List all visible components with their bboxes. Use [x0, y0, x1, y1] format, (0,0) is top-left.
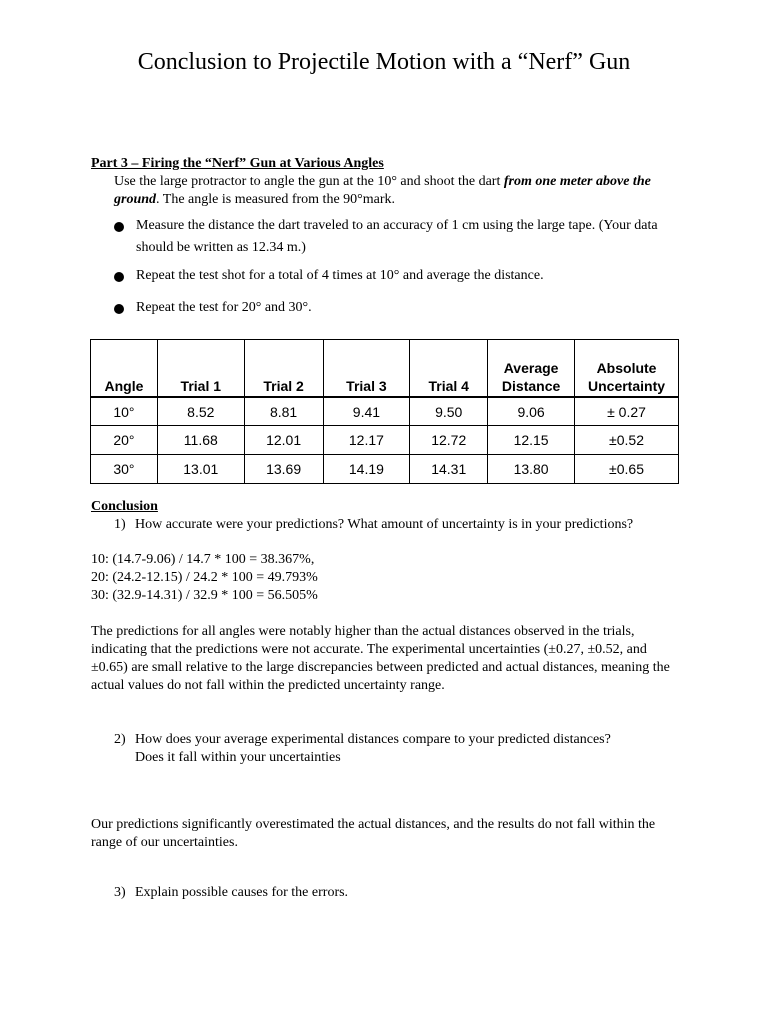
calculation-line: 30: (32.9-14.31) / 32.9 * 100 = 56.505% [91, 588, 318, 603]
question-2 [114, 731, 680, 767]
header-absolute-uncertainty: Absolute Uncertainty [575, 340, 679, 398]
results-table [90, 339, 679, 484]
header-trial-3: Trial 3 [323, 340, 410, 398]
cell-uncertainty: ±0.52 [575, 426, 679, 455]
question-number: 3) [114, 885, 126, 900]
cell-trial-3: 12.17 [323, 426, 410, 455]
question-number: 2) [114, 732, 126, 747]
cell-angle: 20° [91, 426, 158, 455]
table-header-row [91, 340, 679, 398]
cell-angle: 10° [91, 397, 158, 426]
cell-uncertainty: ± 0.27 [575, 397, 679, 426]
header-trial-4: Trial 4 [410, 340, 488, 398]
cell-trial-4: 9.50 [410, 397, 488, 426]
bullet-item [114, 297, 680, 319]
cell-trial-4: 12.72 [410, 426, 488, 455]
cell-uncertainty: ±0.65 [575, 455, 679, 484]
table-row [91, 426, 679, 455]
header-trial-1: Trial 1 [157, 340, 244, 398]
bullet-text: Repeat the test for 20° and 30°. [136, 300, 312, 315]
bullet-icon [114, 272, 124, 282]
cell-average: 12.15 [488, 426, 575, 455]
cell-average: 9.06 [488, 397, 575, 426]
bullet-item [114, 215, 680, 259]
cell-trial-4: 14.31 [410, 455, 488, 484]
answer-1: The predictions for all angles were notably higher than the actual distances observed in the trials, indicating that the predictions were not accurate. The experimental uncertainties (±0.27, ±0.52, and ±0.65) are small relative to the large discrepancies between predicted and actual distances, meaning the actual values do not fall within the predicted uncertainty range. [91, 624, 670, 693]
table-row [91, 455, 679, 484]
cell-trial-1: 11.68 [157, 426, 244, 455]
question-3 [114, 884, 680, 902]
bullet-icon [114, 304, 124, 314]
intro-text-end: . The angle is measured from the 90°mark. [156, 192, 396, 207]
cell-trial-2: 8.81 [244, 397, 323, 426]
cell-angle: 30° [91, 455, 158, 484]
calculation-block [91, 551, 318, 605]
cell-trial-1: 8.52 [157, 397, 244, 426]
question-text-continued: Does it fall within your uncertainties [135, 750, 341, 765]
bullet-icon [114, 222, 124, 232]
intro-emphasis: from one meter above the ground [114, 174, 651, 207]
document-title: Conclusion to Projectile Motion with a “Nerf” Gun [137, 49, 631, 75]
cell-trial-3: 9.41 [323, 397, 410, 426]
intro-text: Use the large protractor to angle the gun at the 10° and shoot the dart [114, 174, 504, 189]
part3-heading: Part 3 – Firing the “Nerf” Gun at Various Angles [91, 156, 384, 171]
cell-trial-2: 12.01 [244, 426, 323, 455]
question-text: How does your average experimental distances compare to your predicted distances? [135, 732, 611, 747]
cell-trial-3: 14.19 [323, 455, 410, 484]
question-1 [114, 516, 680, 534]
cell-average: 13.80 [488, 455, 575, 484]
table-row [91, 397, 679, 426]
bullet-text: Repeat the test shot for a total of 4 times at 10° and average the distance. [136, 268, 544, 283]
bullet-text: Measure the distance the dart traveled to an accuracy of 1 cm using the large tape. (Your data should be written as 12.34 m.) [136, 218, 658, 255]
header-trial-2: Trial 2 [244, 340, 323, 398]
bullet-item [114, 265, 680, 287]
cell-trial-1: 13.01 [157, 455, 244, 484]
calculation-line: 20: (24.2-12.15) / 24.2 * 100 = 49.793% [91, 570, 318, 585]
part3-intro [114, 173, 680, 209]
question-number: 1) [114, 517, 126, 532]
question-text: Explain possible causes for the errors. [135, 885, 349, 900]
conclusion-heading: Conclusion [91, 499, 158, 514]
header-angle: Angle [91, 340, 158, 398]
answer-2: Our predictions significantly overestimated the actual distances, and the results do not fall within the range of our uncertainties. [91, 817, 656, 850]
cell-trial-2: 13.69 [244, 455, 323, 484]
calculation-line: 10: (14.7-9.06) / 14.7 * 100 = 38.367%, [91, 552, 315, 567]
question-text: How accurate were your predictions? What amount of uncertainty is in your predictions? [135, 517, 634, 532]
header-average-distance: Average Distance [488, 340, 575, 398]
